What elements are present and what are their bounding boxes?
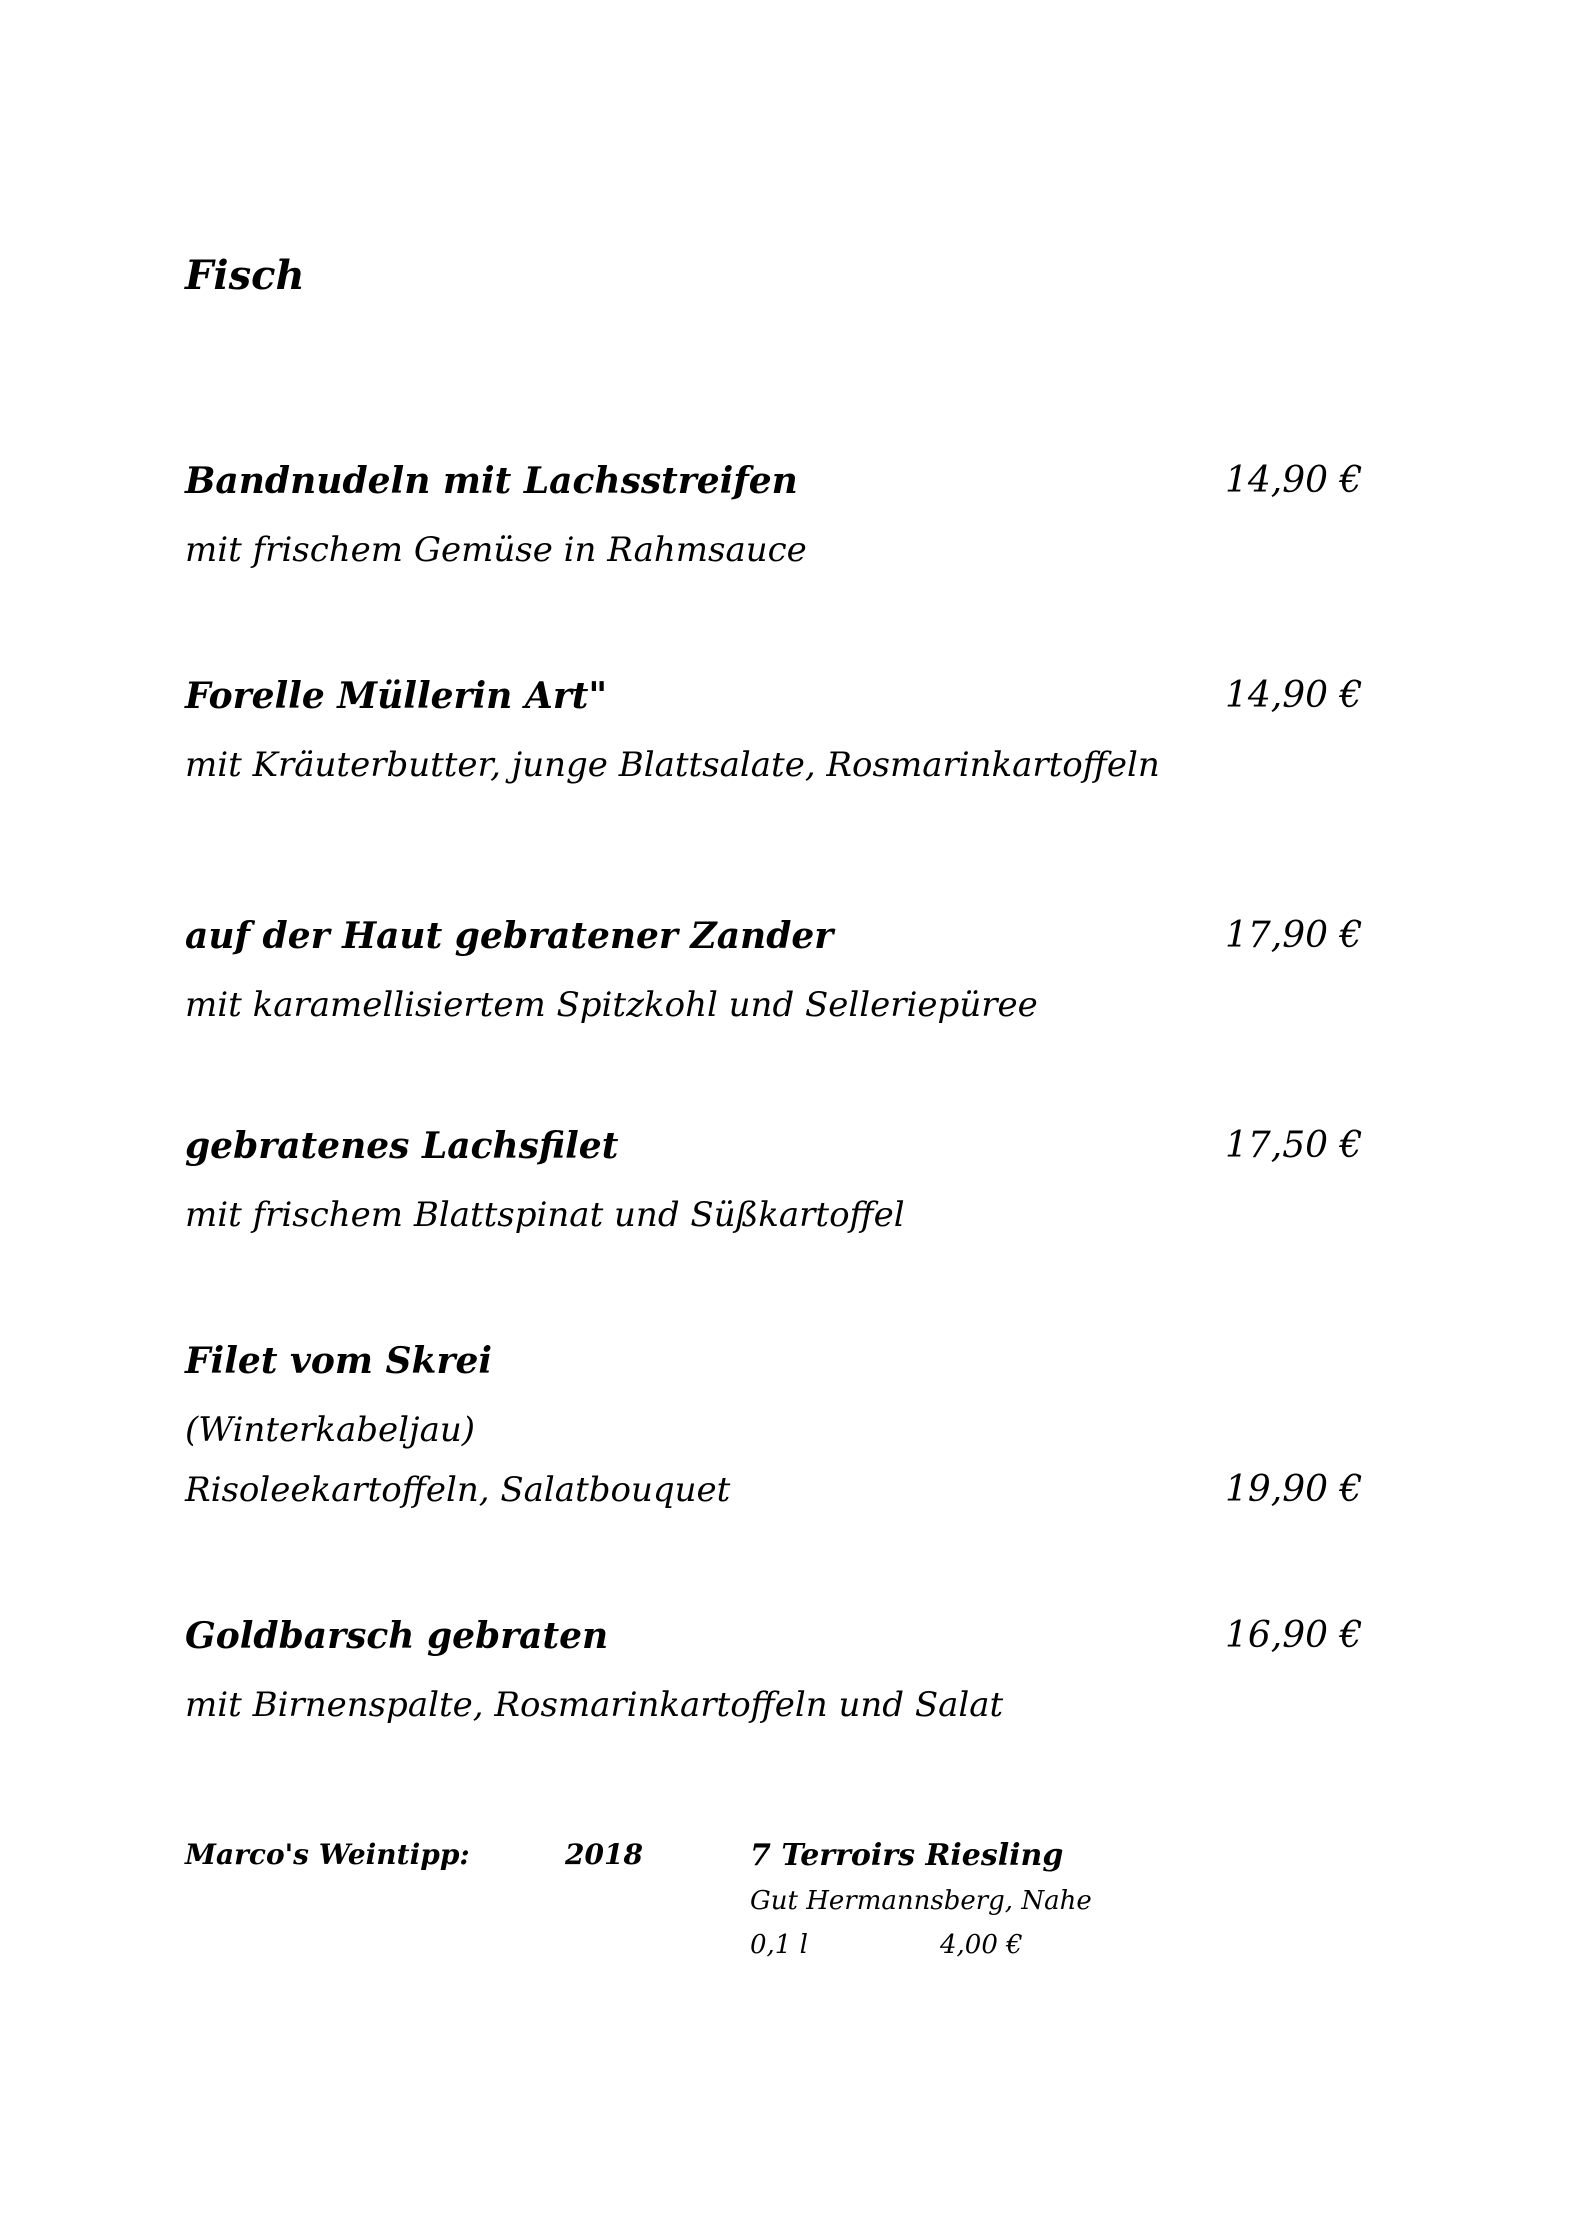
wine-price: 4,00 € [940,1930,1023,1960]
dish-name: auf der Haut gebratener Zander [185,915,834,957]
dish-price: 17,90 € [1225,915,1363,956]
dish-description [185,1460,1365,1520]
dish-price: 19,90 € [1225,1469,1363,1510]
dish-item [185,1340,1365,1520]
dish-name: gebratenes Lachsfilet [185,1125,619,1167]
wine-year: 2018 [565,1838,643,1871]
wine-recommendation [185,1838,1185,1968]
wine-label: Marco's Weintipp: [185,1838,470,1871]
dish-description: mit Kräuterbutter, junge Blattsalate, Rosmarinkartoffeln [185,745,1160,785]
dish-description: mit frischem Blattspinat und Süßkartoffel [185,1195,905,1235]
dish-name: Goldbarsch gebraten [185,1615,609,1657]
section-heading: Fisch [185,252,305,299]
dish-item [185,460,1365,580]
dish-item [185,675,1365,795]
dish-description: (Winterkabeljau) [185,1410,476,1450]
wine-amount: 0,1 l [750,1930,808,1960]
dish-price: 17,50 € [1225,1125,1363,1166]
dish-description: mit frischem Gemüse in Rahmsauce [185,530,807,570]
dish-item [185,915,1365,1035]
dish-item [185,1125,1365,1245]
wine-producer: Gut Hermannsberg, Nahe [750,1886,1092,1916]
dish-description: mit Birnenspalte, Rosmarinkartoffeln und Salat [185,1685,1004,1725]
dish-price: 16,90 € [1225,1615,1363,1656]
dish-name: Bandnudeln mit Lachsstreifen [185,460,798,502]
dish-price: 14,90 € [1225,675,1363,716]
dish-name: Filet vom Skrei [185,1340,493,1382]
dish-price: 14,90 € [1225,460,1363,501]
dish-description-line: Risoleekartoffeln, Salatbouquet [185,1470,731,1510]
wine-name: 7 Terroirs Riesling [750,1838,1064,1873]
dish-name: Forelle Müllerin Art" [185,675,608,717]
dish-item [185,1615,1365,1735]
dish-description: mit karamellisiertem Spitzkohl und Selleriepüree [185,985,1038,1025]
